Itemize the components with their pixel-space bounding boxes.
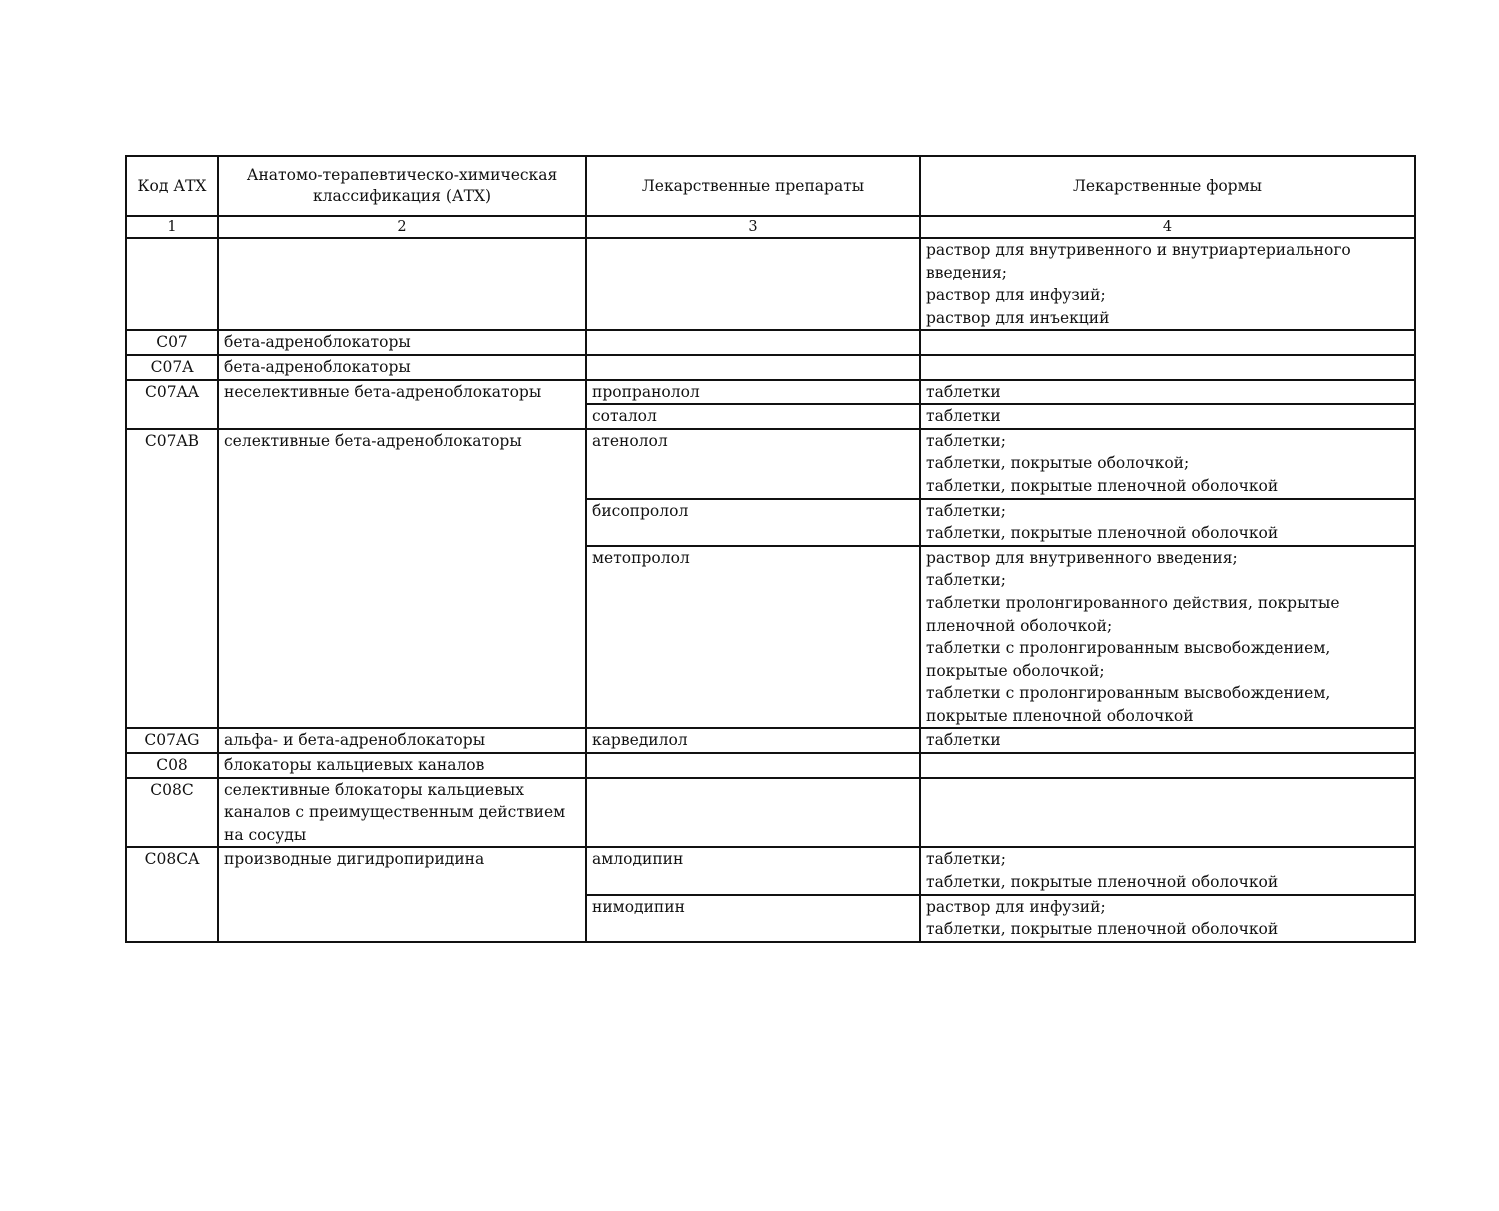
- atx-code-cell: C07: [126, 330, 218, 355]
- form-line: таблетки: [926, 731, 1001, 750]
- classification-line: селективные блокаторы кальциевых: [224, 780, 524, 799]
- form-line: раствор для инфузий;: [926, 897, 1106, 916]
- form-line: таблетки с пролонгированным высвобождением,: [926, 639, 1331, 658]
- table-row: [126, 238, 1415, 330]
- column-number: 2: [218, 216, 586, 238]
- form-line: таблетки, покрытые оболочкой;: [926, 454, 1190, 473]
- forms-cell: [920, 546, 1415, 729]
- form-line: раствор для внутривенного и внутриартериального: [926, 241, 1351, 259]
- classification-cell: альфа- и бета-адреноблокаторы: [218, 728, 586, 753]
- drug-cell: пропранолол: [586, 380, 920, 405]
- classification-cell: [218, 238, 586, 330]
- form-line: покрытые оболочкой;: [926, 661, 1105, 680]
- table-row: [126, 778, 1415, 848]
- forms-cell: [920, 355, 1415, 380]
- atx-code-cell: C08CA: [126, 847, 218, 941]
- classification-cell: блокаторы кальциевых каналов: [218, 753, 586, 778]
- form-line: раствор для внутривенного введения;: [926, 548, 1238, 567]
- classification-cell: [218, 778, 586, 848]
- form-line: таблетки, покрытые пленочной оболочкой: [926, 524, 1279, 543]
- atx-code-cell: C07A: [126, 355, 218, 380]
- form-line: пленочной оболочкой;: [926, 616, 1113, 635]
- form-line: таблетки, покрытые пленочной оболочкой: [926, 873, 1279, 892]
- table-row: [126, 380, 1415, 405]
- drug-cell: [586, 330, 920, 355]
- atx-code-cell: C07AG: [126, 728, 218, 753]
- drug-cell: бисопролол: [586, 499, 920, 546]
- table-row: [126, 355, 1415, 380]
- form-line: таблетки: [926, 407, 1001, 426]
- drug-cell: метопролол: [586, 546, 920, 729]
- column-number: 1: [126, 216, 218, 238]
- form-line: таблетки;: [926, 431, 1006, 450]
- form-line: таблетки: [926, 382, 1001, 401]
- form-line: таблетки, покрытые пленочной оболочкой: [926, 920, 1279, 939]
- drug-cell: амлодипин: [586, 847, 920, 894]
- table-row: [126, 429, 1415, 499]
- atx-code-cell: C07AB: [126, 429, 218, 729]
- classification-cell: бета-адреноблокаторы: [218, 355, 586, 380]
- atx-code-cell: C07AA: [126, 380, 218, 429]
- forms-cell: [920, 847, 1415, 894]
- form-line: таблетки, покрытые пленочной оболочкой: [926, 476, 1279, 495]
- form-line: таблетки пролонгированного действия, покрытые: [926, 593, 1340, 612]
- atx-code-cell: C08C: [126, 778, 218, 848]
- form-line: таблетки;: [926, 501, 1006, 520]
- form-line: таблетки;: [926, 571, 1006, 590]
- classification-cell: бета-адреноблокаторы: [218, 330, 586, 355]
- forms-cell: [920, 330, 1415, 355]
- table-row: [126, 753, 1415, 778]
- header-dosage-forms: Лекарственные формы: [920, 156, 1415, 216]
- table-row: [126, 847, 1415, 894]
- header-atx-classification: [218, 156, 586, 216]
- atx-table: [125, 155, 1416, 943]
- forms-cell: [920, 380, 1415, 405]
- column-number: 4: [920, 216, 1415, 238]
- forms-cell: [920, 895, 1415, 942]
- forms-cell: [920, 238, 1415, 330]
- forms-cell: [920, 728, 1415, 753]
- table-row: [126, 728, 1415, 753]
- drug-cell: соталол: [586, 404, 920, 429]
- classification-cell: производные дигидропиридина: [218, 847, 586, 941]
- atx-code-cell: C08: [126, 753, 218, 778]
- form-line: таблетки;: [926, 850, 1006, 869]
- header-atx-classification-line: Анатомо-терапевтическо-химическая: [246, 166, 558, 184]
- form-line: таблетки с пролонгированным высвобождением,: [926, 684, 1331, 703]
- column-number: 3: [586, 216, 920, 238]
- classification-cell: неселективные бета-адреноблокаторы: [218, 380, 586, 429]
- forms-cell: [920, 753, 1415, 778]
- forms-cell: [920, 404, 1415, 429]
- drug-cell: карведилол: [586, 728, 920, 753]
- column-numbers-row: [126, 216, 1415, 238]
- form-line: раствор для инъекций: [926, 308, 1110, 327]
- drug-cell: [586, 753, 920, 778]
- forms-cell: [920, 778, 1415, 848]
- drug-cell: нимодипин: [586, 895, 920, 942]
- form-line: раствор для инфузий;: [926, 286, 1106, 305]
- header-atx-classification-line: классификация (АТХ): [312, 187, 492, 205]
- forms-cell: [920, 499, 1415, 546]
- form-line: покрытые пленочной оболочкой: [926, 706, 1194, 725]
- classification-line: каналов с преимущественным действием: [224, 803, 566, 822]
- forms-cell: [920, 429, 1415, 499]
- form-line: введения;: [926, 263, 1008, 282]
- table-row: [126, 330, 1415, 355]
- atx-code-cell: [126, 238, 218, 330]
- drug-cell: [586, 238, 920, 330]
- header-atx-code: Код АТХ: [126, 156, 218, 216]
- table-header-row: [126, 156, 1415, 216]
- classification-line: на сосуды: [224, 825, 307, 844]
- classification-cell: селективные бета-адреноблокаторы: [218, 429, 586, 729]
- header-drugs: Лекарственные препараты: [586, 156, 920, 216]
- drug-cell: [586, 355, 920, 380]
- drug-cell: атенолол: [586, 429, 920, 499]
- drug-cell: [586, 778, 920, 848]
